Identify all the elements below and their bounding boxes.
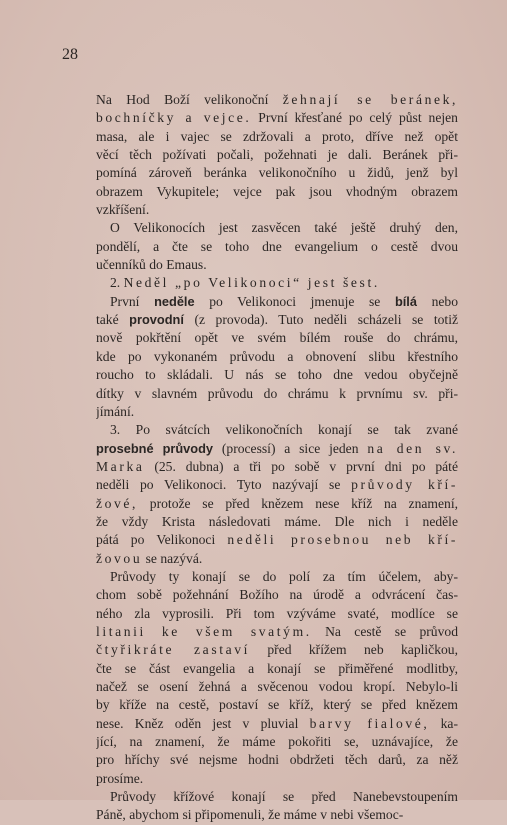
text-line: [96, 623, 458, 641]
text-line: [96, 641, 458, 659]
text-run: ka-: [429, 715, 458, 731]
text-line: [96, 274, 458, 292]
text-line: [96, 531, 458, 549]
text-run: První: [110, 293, 155, 309]
text-line: [96, 660, 458, 678]
text-run: jící, na znamení, že máme pokořiti se, uznávajíce, že: [96, 734, 458, 750]
text-run: prosíme.: [96, 770, 144, 786]
text-line: [96, 733, 458, 751]
text-line: [96, 219, 458, 237]
text-run: se nazývá.: [142, 550, 203, 566]
text-line: [96, 183, 458, 201]
page-number: 28: [62, 46, 78, 63]
text-line: [96, 421, 458, 439]
text-line: [96, 605, 458, 623]
text-run: 2.: [110, 275, 124, 291]
text-line: [96, 586, 458, 604]
text-run: jímání.: [96, 403, 135, 419]
text-line: [96, 385, 458, 403]
text-line: [96, 806, 458, 824]
text-run: by kříže na cestě, postaví se kříž, který se před knězem: [96, 697, 458, 713]
text-line: [96, 311, 458, 329]
spaced-emphasis: žehnají se beránek,: [282, 92, 458, 107]
text-run: První křesťané po celý půst nejen: [251, 110, 458, 126]
text-run: (z provoda). Tuto neděli scházeli se totiž: [183, 312, 458, 328]
text-run: pondělí, a čte se toho dne evangelium o cestě dvou: [96, 238, 458, 254]
spaced-emphasis: litanii ke všem svatým.: [96, 623, 312, 639]
text-line: [96, 751, 458, 769]
text-run: čte se část evangelia a konají se přiměřené modlitby,: [96, 660, 458, 676]
text-run: že vždy Krista následovati máme. Dle nich i neděle: [96, 513, 458, 529]
spaced-emphasis: neděli prosebnou neb kří-: [227, 532, 458, 548]
text-run: roucho to skládali. U nás se toho dne vedou obyčejně: [96, 367, 458, 383]
text-line: [96, 403, 458, 421]
text-run: Průvody křížové konají se před Nanebevstoupením: [110, 789, 458, 805]
text-line: [96, 293, 458, 311]
text-line: [96, 91, 458, 109]
text-run: po Velikonoci jmenuje se: [194, 293, 395, 309]
text-line: [96, 201, 458, 219]
text-run: obrazem Vykupitele; vejce pak jsou vhodným obrazem: [96, 183, 458, 199]
spaced-emphasis: žovou: [96, 550, 143, 566]
text-line: [96, 458, 458, 476]
page-body-text: [96, 91, 458, 825]
text-line: [96, 348, 458, 366]
text-line: [96, 109, 458, 127]
text-run: chom sobě požehnání Božího na úrodě a odvrácení čas-: [96, 587, 458, 603]
text-run: pro hříchy své nejsme hodni obdržeti těch darů, za něž: [96, 752, 458, 768]
text-run: Na cestě se průvod: [311, 623, 458, 639]
bold-term: prosebné průvody: [96, 440, 214, 456]
text-line: [96, 678, 458, 696]
text-run: Na Hod Boží velikonoční: [96, 92, 283, 107]
bold-term: neděle: [154, 293, 195, 309]
text-line: [96, 238, 458, 256]
text-run: protože se před knězem nese kříž na znamení,: [138, 495, 458, 511]
bold-term: provodní: [129, 312, 184, 328]
text-run: pomíná zároveň beránka velikonočního u židů, jenž byl: [96, 165, 458, 181]
spaced-emphasis: Neděl „po Velikonoci“ jest šest.: [123, 275, 380, 291]
text-line: [96, 440, 458, 458]
text-run: Průvody ty konají se do polí za tím účelem, aby-: [110, 568, 458, 584]
spaced-emphasis: barvy fialové,: [309, 715, 430, 731]
spaced-emphasis: čtyřikráte zastaví: [96, 642, 250, 658]
text-line: [96, 770, 458, 788]
spaced-emphasis: na den sv.: [367, 440, 458, 456]
text-line: [96, 329, 458, 347]
text-line: [96, 476, 458, 494]
spaced-emphasis: bochníčky a vejce.: [96, 110, 252, 126]
text-line: [96, 146, 458, 164]
text-run: nese. Kněz oděn jest v pluvial: [96, 715, 310, 731]
text-line: [96, 164, 458, 182]
text-run: před křížem neb kapličkou,: [250, 642, 458, 658]
text-run: kde po vykonaném průvodu a obnovení slibu křestního: [96, 348, 458, 364]
text-run: načež se osení žehná a svěcenou vodou kropí. Nebylo-li: [96, 679, 458, 694]
text-run: nově pokřtění opět ve svém bílém rouše do chrámu,: [96, 330, 458, 346]
text-line: [96, 256, 458, 274]
text-run: (processí) a sice jeden: [213, 440, 368, 456]
text-line: [96, 696, 458, 714]
spaced-emphasis: žové,: [96, 495, 139, 511]
spaced-emphasis: Marka: [96, 458, 145, 474]
text-run: (25. dubna) a tři po sobě v první dni po páté: [144, 458, 458, 474]
text-run: vzkříšení.: [96, 202, 150, 218]
text-run: O Velikonocích jest zasvěcen také ještě druhý den,: [110, 220, 458, 236]
spaced-emphasis: průvody kří-: [351, 477, 458, 493]
text-run: učenníků do Emaus.: [96, 257, 207, 273]
text-line: [96, 715, 458, 733]
text-run: 3. Po svátcích velikonočních konají se tak zvané: [110, 422, 458, 438]
text-line: [96, 568, 458, 586]
text-run: Páně, abychom si připomenuli, že máme v nebi všemoc-: [96, 807, 404, 823]
text-run: také: [96, 312, 130, 328]
text-run: pátá po Velikonoci: [96, 532, 228, 548]
text-line: [96, 366, 458, 384]
text-run: masa, ale i vajec se zdržovali a proto, dříve než opět: [96, 128, 458, 144]
text-run: neděli po Velikonoci. Tyto nazývají se: [96, 477, 352, 493]
text-line: [96, 495, 458, 513]
text-line: [96, 513, 458, 531]
text-run: ného zla vyprosili. Při tom vzýváme svaté, modlíce se: [96, 605, 458, 621]
text-line: [96, 128, 458, 146]
text-line: [96, 788, 458, 806]
bold-term: bílá: [394, 293, 417, 309]
text-line: [96, 550, 458, 568]
text-run: nebo: [416, 293, 458, 309]
text-run: věcí těch požívati počali, požehnati je dali. Beránek při-: [96, 147, 458, 163]
text-run: dítky v slavném průvodu do chrámu k prvnímu sv. při-: [96, 385, 458, 401]
